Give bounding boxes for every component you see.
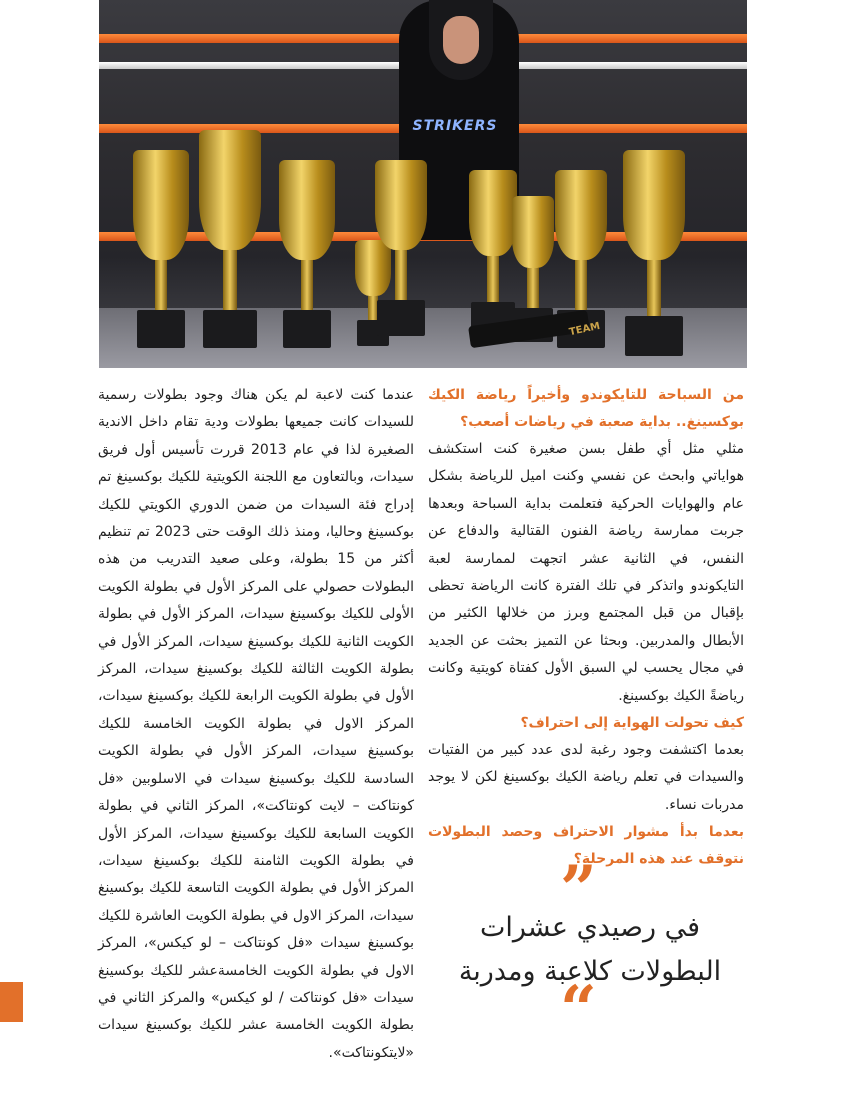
quote-text: في رصيدي عشرات البطولات كلاعبة ومدربة — [458, 912, 722, 987]
article-right-column — [428, 382, 744, 873]
hero-photo — [99, 0, 747, 368]
trophy-icon — [129, 150, 193, 350]
trophy-icon — [195, 130, 265, 350]
section-heading: من السباحة للتايكوندو وأخيراً رياضة الكيك بوكسينغ.. بداية صعبة في رياضات أصعب؟ — [428, 387, 744, 430]
paragraph: بعدما اكتشفت وجود رغبة لدى عدد كبير من الفتيات والسيدات في تعلم رياضة الكيك بوكسينغ لكن لا يوجد مدربات نساء. — [428, 742, 744, 813]
quote-open-icon: ” — [560, 852, 597, 927]
shirt-logo: STRIKERS — [412, 118, 498, 134]
quote-close-icon: “ — [560, 972, 597, 1047]
pull-quote — [432, 852, 748, 1047]
section-heading: بعدما بدأ مشوار الاحتراف وحصد البطولات نتوقف عند هذه المرحلة؟ — [428, 824, 744, 868]
paragraph: مثلي مثل أي طفل بسن صغيرة كنت استكشف هواياتي وابحث عن نفسي وكنت اميل للرياضة بشكل عام والهوايات الحركية فتعلمت بداية السباحة وبعدها جربت ممارسة رياضة الفنون القتالية والدفاع عن النفس، في الثانية عشر اتجهت لممارسة لعبة التايكوندو واتذكر في تلك الفترة كانت الرياضة تحظى بإقبال من قبل المجتمع وبرز من خلالها الكثير من الأبطال والمدربين. وبحثا عن التميز بحثت عن الجديد في مجال يحسب لي السبق الأول كفتاة كويتية وكانت رياضةً الكيك بوكسينغ. — [428, 441, 744, 704]
trophy-icon — [371, 160, 431, 340]
page-edge-tab — [0, 982, 23, 1022]
athlete-face — [443, 16, 479, 64]
trophy-icon — [275, 160, 339, 350]
paragraph: عندما كنت لاعبة لم يكن هناك وجود بطولات رسمية للسيدات كانت جميعها بطولات ودية تقام داخل الاندية الصغيرة لذا في عام 2013 قررت تأسيس أول فريق سيدات، وبالتعاون مع اللجنة الكويتية للكيك بوكسينغ تم إدراج فئة السيدات من ضمن الدوري الكويتي للكيك بوكسينغ وحاليا، ومنذ ذلك الوقت حتى 2023 تم تنظيم أكثر من 15 بطولة، وعلى صعيد التدريب من هذه البطولات حصولي على المركز الأول في بطولة الكويت الأولى للكيك بوكسينغ سيدات، المركز الأول في بطولة الكويت الثانية للكيك بوكسينغ سيدات، المركز الأول في بطولة الكويت الثالثة للكيك بوكسينغ سيدات، المركز الأول في بطولة الكويت الرابعة للكيك بوكسينغ سيدات، المركز الاول في بطولة الكويت الخامسة للكيك بوكسينغ سيدات، المركز الأول في بطولة الكويت السادسة للكيك بوكسينغ سيدات في الاسلوبين «فل كونتاكت – لايت كونتاكت»، المركز الثاني في بطولة الكويت السابعة للكيك بوكسينغ سيدات، المركز الأول في بطولة الكويت الثامنة للكيك بوكسينغ سيدات، المركز الأول في بطولة الكويت التاسعة للكيك بوكسينغ سيدات، المركز الاول في بطولة الكويت العاشرة للكيك بوكسينغ سيدات «فل كونتاكت – لو كيكس»، المركز الاول في بطولة الكويت الخامسةعشر للكيك بوكسينغ سيدات «فل كونتاكت / لو كيكس» والمركز الثاني في بطولة الكويت الخامسة عشر للكيك بوكسينغ سيدات «لايتكونتاكت». — [98, 387, 415, 1061]
section-heading: كيف تحولت الهواية إلى احتراف؟ — [520, 715, 744, 732]
belt-label: TEAM — [568, 320, 602, 339]
trophy-icon — [619, 150, 689, 360]
article-left-column — [98, 382, 414, 1067]
